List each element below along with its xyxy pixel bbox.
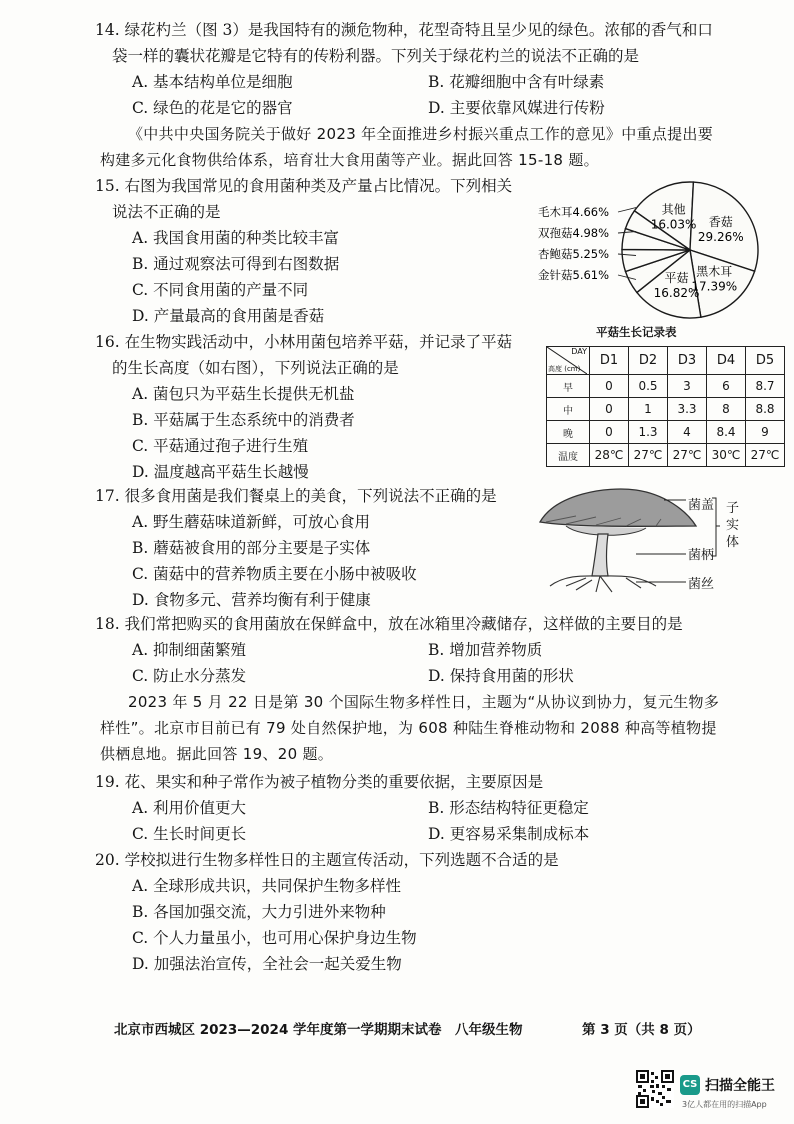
table-cell: 1 <box>629 398 668 421</box>
table-row-label: 早 <box>547 375 590 398</box>
pie-category-label: 香菇 <box>708 214 733 229</box>
table-cell: 8 <box>707 398 746 421</box>
q20-option-c: C. 个人力量虽小，也可用心保护身边生物 <box>132 929 417 947</box>
table-cell: 30℃ <box>707 444 746 467</box>
footer-page-number: 第 3 页（共 8 页） <box>582 1022 701 1038</box>
pie-outside-label: 金针菇5.61% <box>538 268 610 282</box>
q14-stem-line1: 14. 绿花杓兰（图 3）是我国特有的濒危物种，花型奇特且呈少见的绿色。浓郁的香气和口 <box>95 21 713 39</box>
q17-option-d: D. 食物多元、营养均衡有利于健康 <box>132 591 371 609</box>
table-header-row <box>547 347 785 375</box>
pie-outside-label: 毛木耳4.66% <box>538 205 610 219</box>
label-cap: 菌盖 <box>688 498 715 513</box>
scanner-app-name: 扫描全能王 <box>705 1078 775 1094</box>
q16-option-d: D. 温度越高平菇生长越慢 <box>132 463 309 481</box>
table-cell: 27℃ <box>746 444 785 467</box>
q18-option-a: A. 抑制细菌繁殖 <box>132 641 247 659</box>
mushroom-cap <box>540 489 696 526</box>
table-cell: 0 <box>590 398 629 421</box>
q17-option-a: A. 野生蘑菇味道新鲜，可放心食用 <box>132 513 371 531</box>
qr-code-icon <box>636 1070 674 1108</box>
q14-stem-line2: 袋一样的囊状花瓣是它特有的传粉利器。下列关于绿花杓兰的说法不正确的是 <box>112 47 640 65</box>
table-row <box>547 375 785 398</box>
table-row <box>547 444 785 467</box>
intro-15-18-line2: 构建多元化食物供给体系，培育壮大食用菌等产业。据此回答 15-18 题。 <box>100 151 599 169</box>
q16-option-b: B. 平菇属于生态系统中的消费者 <box>132 411 355 429</box>
camscanner-logo-icon: CS <box>680 1075 700 1095</box>
q17-option-c: C. 菌菇中的营养物质主要在小肠中被吸收 <box>132 565 417 583</box>
q16-option-a: A. 菌包只为平菇生长提供无机盐 <box>132 385 355 403</box>
q20-option-a: A. 全球形成共识，共同保护生物多样性 <box>132 877 402 895</box>
pie-category-label: 其他 <box>661 202 686 217</box>
q16-option-c: C. 平菇通过孢子进行生殖 <box>132 437 309 455</box>
table-cell: 0 <box>590 421 629 444</box>
table-cell: 0.5 <box>629 375 668 398</box>
table-cell: 27℃ <box>629 444 668 467</box>
q19-stem-line1: 19. 花、果实和种子常作为被子植物分类的重要依据，主要原因是 <box>95 773 544 791</box>
table-corner-cell <box>547 347 590 375</box>
table-cell: 3 <box>668 375 707 398</box>
q15-option-c: C. 不同食用菌的产量不同 <box>132 281 309 299</box>
label-stalk: 菌柄 <box>688 548 715 563</box>
pie-category-label: 黑木耳 <box>696 264 733 279</box>
q18-option-c: C. 防止水分蒸发 <box>132 667 247 685</box>
q14-option-d: D. 主要依靠风媒进行传粉 <box>428 99 605 117</box>
pie-value-label: 29.26% <box>697 229 744 244</box>
intro-19-20-line2: 样性”。北京市目前已有 79 处自然保护地，为 608 种陆生脊椎动物和 2088 种高等植物提 <box>100 719 717 737</box>
table-cell: 6 <box>707 375 746 398</box>
q15-stem-line1: 15. 右图为我国常见的食用菌种类及产量占比情况。下列相关 <box>95 177 513 195</box>
label-mycelium: 菌丝 <box>688 577 715 592</box>
pie-category-label: 平菇 <box>664 270 689 285</box>
growth-table-title: 平菇生长记录表 <box>596 325 677 339</box>
q16-stem-line2: 的生长高度（如右图），下列说法正确的是 <box>112 359 399 377</box>
intro-15-18-line1: 《中共中央国务院关于做好 2023 年全面推进乡村振兴重点工作的意见》中重点提出要 <box>128 125 714 143</box>
q20-stem-line1: 20. 学校拟进行生物多样性日的主题宣传活动，下列选题不合适的是 <box>95 851 559 869</box>
table-row <box>547 398 785 421</box>
q19-option-d: D. 更容易采集制成标本 <box>428 825 590 843</box>
pie-value-label: 16.03% <box>650 217 697 232</box>
q19-option-c: C. 生长时间更长 <box>132 825 247 843</box>
scanner-tagline: 3亿人都在用的扫描App <box>682 1100 767 1109</box>
q17-option-b: B. 蘑菇被食用的部分主要是子实体 <box>132 539 371 557</box>
table-cell: 8.8 <box>746 398 785 421</box>
q15-option-b: B. 通过观察法可得到右图数据 <box>132 255 340 273</box>
intro-19-20-line3: 供栖息地。据此回答 19、20 题。 <box>100 745 334 763</box>
q17-stem-line1: 17. 很多食用菌是我们餐桌上的美食，下列说法不正确的是 <box>95 487 497 505</box>
q18-option-b: B. 增加营养物质 <box>428 641 543 659</box>
q14-option-c: C. 绿色的花是它的器官 <box>132 99 293 117</box>
q15-option-d: D. 产量最高的食用菌是香菇 <box>132 307 325 325</box>
table-cell: 27℃ <box>668 444 707 467</box>
mushroom-stalk <box>592 534 608 576</box>
q14-option-b: B. 花瓣细胞中含有叶绿素 <box>428 73 605 91</box>
q20-option-d: D. 加强法治宣传，全社会一起关爱生物 <box>132 955 402 973</box>
table-cell: 28℃ <box>590 444 629 467</box>
q15-stem-line2: 说法不正确的是 <box>112 203 221 221</box>
growth-record-table <box>546 346 785 467</box>
table-row-label: 温度 <box>547 444 590 467</box>
table-row-label: 晚 <box>547 421 590 444</box>
corner-height-label: 高度 (cm) <box>548 365 581 373</box>
table-cell: 8.7 <box>746 375 785 398</box>
table-cell: 9 <box>746 421 785 444</box>
q18-stem-line1: 18. 我们常把购买的食用菌放在保鲜盒中，放在冰箱里冷藏储存，这样做的主要目的是 <box>95 615 683 633</box>
table-cell: 4 <box>668 421 707 444</box>
q16-stem-line1: 16. 在生物实践活动中，小林用菌包培养平菇，并记录了平菇 <box>95 333 513 351</box>
q14-option-a: A. 基本结构单位是细胞 <box>132 73 293 91</box>
table-header-cell: D2 <box>629 347 668 375</box>
intro-19-20-line1: 2023 年 5 月 22 日是第 30 个国际生物多样性日，主题为“从协议到协力，复元生物多 <box>128 693 720 711</box>
table-row-label: 中 <box>547 398 590 421</box>
table-header-cell: D1 <box>590 347 629 375</box>
q19-option-a: A. 利用价值更大 <box>132 799 247 817</box>
table-cell: 0 <box>590 375 629 398</box>
table-cell: 1.3 <box>629 421 668 444</box>
table-row <box>547 421 785 444</box>
footer-exam-title: 北京市西城区 2023—2024 学年度第一学期期末试卷 八年级生物 <box>114 1022 523 1038</box>
pie-value-label: 17.39% <box>691 279 738 294</box>
mushroom-mycelium <box>550 576 656 592</box>
table-header-cell: D5 <box>746 347 785 375</box>
pie-value-label: 16.82% <box>653 285 700 300</box>
q20-option-b: B. 各国加强交流，大力引进外来物种 <box>132 903 386 921</box>
q18-option-d: D. 保持食用菌的形状 <box>428 667 574 685</box>
table-header-cell: D3 <box>668 347 707 375</box>
pie-outside-label: 双孢菇4.98% <box>538 226 610 240</box>
table-cell: 8.4 <box>707 421 746 444</box>
table-cell: 3.3 <box>668 398 707 421</box>
q15-option-a: A. 我国食用菌的种类比较丰富 <box>132 229 340 247</box>
q19-option-b: B. 形态结构特征更稳定 <box>428 799 589 817</box>
table-header-cell: D4 <box>707 347 746 375</box>
pie-outside-label: 杏鲍菇5.25% <box>538 247 610 261</box>
label-fruiting-body: 子实体 <box>726 501 740 550</box>
corner-day-label: DAY <box>571 347 587 356</box>
mushroom-production-pie-chart <box>536 176 772 326</box>
